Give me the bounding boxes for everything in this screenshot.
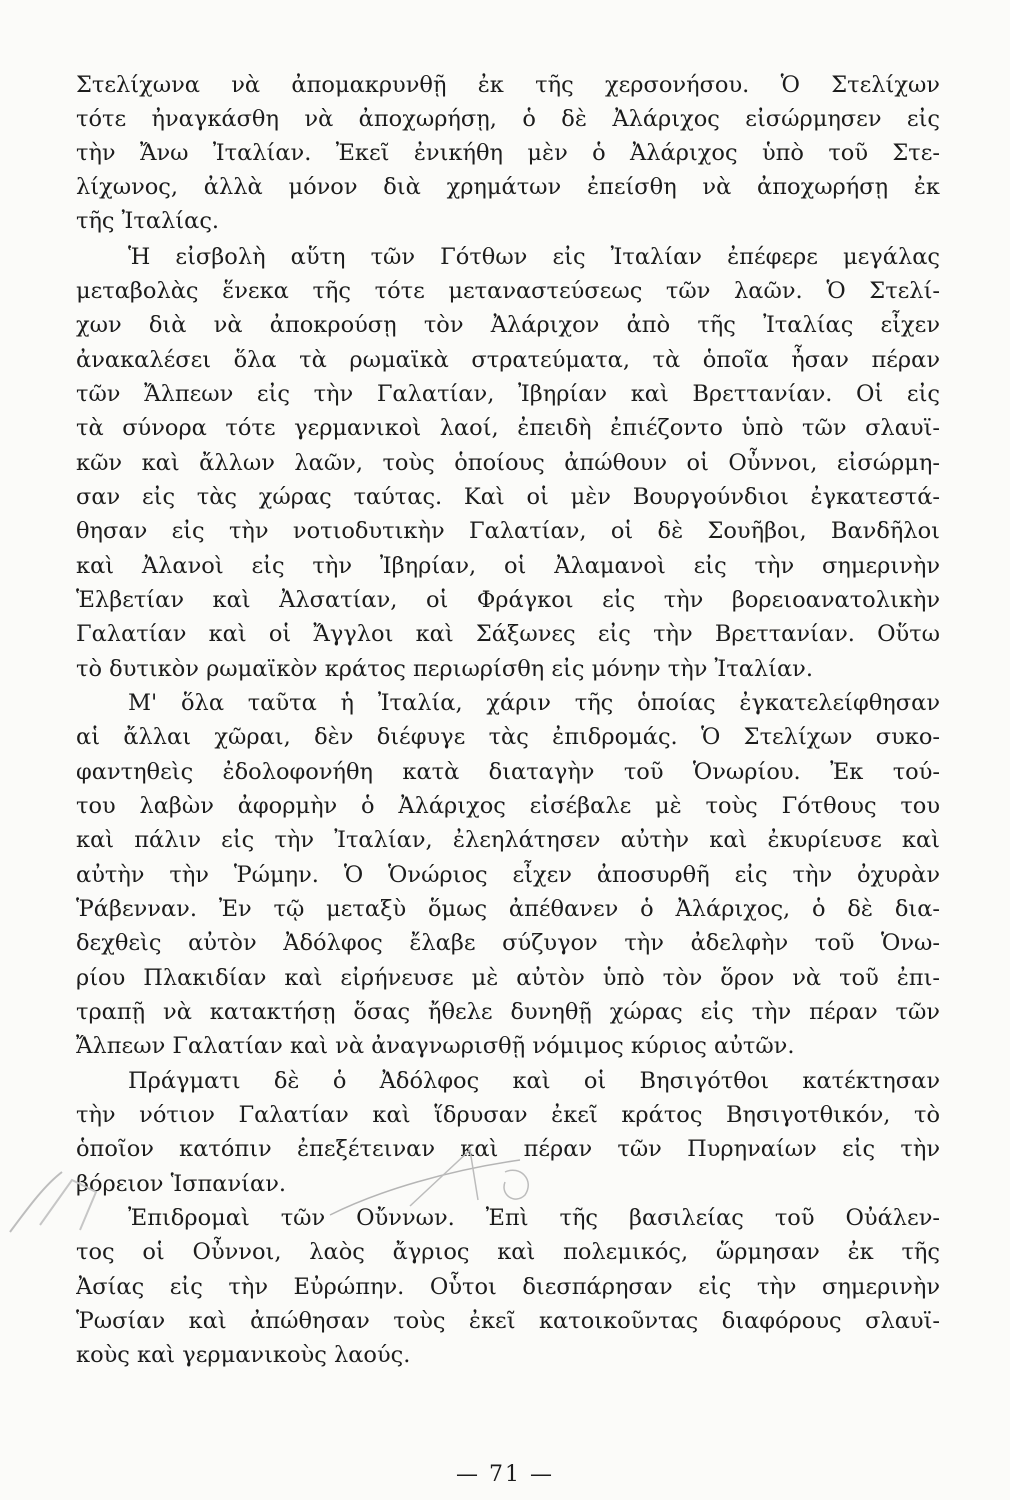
text-line: τῆς Ἰταλίας.: [76, 208, 220, 234]
text-line: δεχθεὶς αὐτὸν Ἀδόλφος ἔλαβε σύζυγον τὴν ἀδελφὴν τοῦ Ὁνω-: [76, 930, 940, 956]
text-line: Γαλατίαν καὶ οἱ Ἄγγλοι καὶ Σάξωνες εἰς τὴν Βρεττανίαν. Οὕτω: [76, 621, 940, 647]
text-line: σαν εἰς τὰς χώρας ταύτας. Καὶ οἱ μὲν Βουργούνδιοι ἐγκατεστά-: [76, 484, 940, 510]
text-line: τὴν νότιον Γαλατίαν καὶ ἵδρυσαν ἐκεῖ κράτος Βησιγοτθικόν, τὸ: [76, 1102, 940, 1128]
text-line: Ἑλβετίαν καὶ Ἀλσατίαν, οἱ Φράγκοι εἰς τὴν βορειοανατολικὴν: [76, 587, 940, 613]
text-line: τὸ δυτικὸν ρωμαϊκὸν κράτος περιωρίσθη εἰς μόνην τὴν Ἰταλίαν.: [76, 656, 814, 682]
text-line: τῶν Ἄλπεων εἰς τὴν Γαλατίαν, Ἰβηρίαν καὶ Βρεττανίαν. Οἱ εἰς: [76, 381, 940, 407]
text-line: χων διὰ νὰ ἀποκρούσῃ τὸν Ἀλάριχον ἀπὸ τῆς Ἰταλίας εἶχεν: [76, 312, 940, 338]
text-line: Στελίχωνα νὰ ἀπομακρυνθῇ ἐκ τῆς χερσονήσου. Ὁ Στελίχων: [76, 72, 940, 98]
text-line: αἱ ἄλλαι χῶραι, δὲν διέφυγε τὰς ἐπιδρομάς. Ὁ Στελίχων συκο-: [76, 724, 940, 750]
text-line: καὶ πάλιν εἰς τὴν Ἰταλίαν, ἐλεηλάτησεν αὐτὴν καὶ ἐκυρίευσε καὶ: [76, 827, 940, 853]
text-line: τὴν Ἄνω Ἰταλίαν. Ἐκεῖ ἐνικήθη μὲν ὁ Ἀλάριχος ὑπὸ τοῦ Στε-: [76, 140, 940, 166]
text-line: ρίου Πλακιδίαν καὶ εἰρήνευσε μὲ αὐτὸν ὑπὸ τὸν ὅρον νὰ τοῦ ἐπι-: [76, 965, 940, 991]
text-line: μεταβολὰς ἕνεκα τῆς τότε μεταναστεύσεως τῶν λαῶν. Ὁ Στελί-: [76, 278, 940, 304]
text-line: τὰ σύνορα τότε γερμανικοὶ λαοί, ἐπειδὴ ἐπιέζοντο ὑπὸ τῶν σλαυϊ-: [76, 415, 940, 441]
text-line: αὐτὴν τὴν Ῥώμην. Ὁ Ὁνώριος εἶχεν ἀποσυρθῆ εἰς τὴν ὀχυρὰν: [76, 862, 940, 888]
text-line: τότε ἠναγκάσθη νὰ ἀποχωρήσῃ, ὁ δὲ Ἀλάριχος εἰσώρμησεν εἰς: [76, 106, 940, 132]
text-line: Ῥάβενναν. Ἐν τῷ μεταξὺ ὅμως ἀπέθανεν ὁ Ἀλάριχος, ὁ δὲ δια-: [76, 896, 940, 922]
text-line: βόρειον Ἱσπανίαν.: [76, 1171, 287, 1197]
text-line: ὁποῖον κατόπιν ἐπεξέτειναν καὶ πέραν τῶν Πυρηναίων εἰς τὴν: [76, 1136, 940, 1162]
text-line: ἀνακαλέσει ὅλα τὰ ρωμαϊκὰ στρατεύματα, τὰ ὁποῖα ἦσαν πέραν: [76, 347, 940, 373]
text-line: κῶν καὶ ἄλλων λαῶν, τοὺς ὁποίους ἀπώθουν οἱ Οὖννοι, εἰσώρμη-: [76, 450, 940, 476]
text-line: Μ' ὅλα ταῦτα ἡ Ἰταλία, χάριν τῆς ὁποίας ἐγκατελείφθησαν: [128, 690, 940, 716]
text-line: τος οἱ Οὖννοι, λαὸς ἄγριος καὶ πολεμικός, ὥρμησαν ἐκ τῆς: [76, 1239, 940, 1265]
text-line: Πράγματι δὲ ὁ Ἀδόλφος καὶ οἱ Βησιγότθοι κατέκτησαν: [128, 1068, 940, 1094]
text-line: Ἐπιδρομαὶ τῶν Οὔννων. Ἐπὶ τῆς βασιλείας τοῦ Οὐάλεν-: [128, 1205, 940, 1231]
text-line: κοὺς καὶ γερμανικοὺς λαούς.: [76, 1342, 411, 1368]
text-line: Ῥωσίαν καὶ ἀπώθησαν τοὺς ἐκεῖ κατοικοῦντας διαφόρους σλαυϊ-: [76, 1308, 940, 1334]
text-line: Ἀσίας εἰς τὴν Εὐρώπην. Οὗτοι διεσπάρησαν εἰς τὴν σημερινὴν: [76, 1274, 940, 1300]
text-line: του λαβὼν ἀφορμὴν ὁ Ἀλάριχος εἰσέβαλε μὲ τοὺς Γότθους του: [76, 793, 940, 819]
text-line: τραπῇ νὰ κατακτήσῃ ὅσας ἤθελε δυνηθῇ χώρας εἰς τὴν πέραν τῶν: [76, 999, 940, 1025]
text-line: θησαν εἰς τὴν νοτιοδυτικὴν Γαλατίαν, οἱ δὲ Σουῆβοι, Βανδῆλοι: [76, 518, 940, 544]
text-line: φαντηθεὶς ἐδολοφονήθη κατὰ διαταγὴν τοῦ Ὁνωρίου. Ἐκ τού-: [76, 759, 940, 785]
page-number: — 71 —: [456, 1462, 554, 1487]
text-line: Ἡ εἰσβολὴ αὕτη τῶν Γότθων εἰς Ἰταλίαν ἐπέφερε μεγάλας: [128, 244, 940, 270]
text-line: καὶ Ἀλανοὶ εἰς τὴν Ἰβηρίαν, οἱ Ἀλαμανοὶ εἰς τὴν σημερινὴν: [76, 553, 940, 579]
text-line: λίχωνος, ἀλλὰ μόνον διὰ χρημάτων ἐπείσθη νὰ ἀποχωρήσῃ ἐκ: [76, 174, 940, 200]
text-line: Ἄλπεων Γαλατίαν καὶ νὰ ἀναγνωρισθῇ νόμιμος κύριος αὐτῶν.: [76, 1033, 795, 1059]
